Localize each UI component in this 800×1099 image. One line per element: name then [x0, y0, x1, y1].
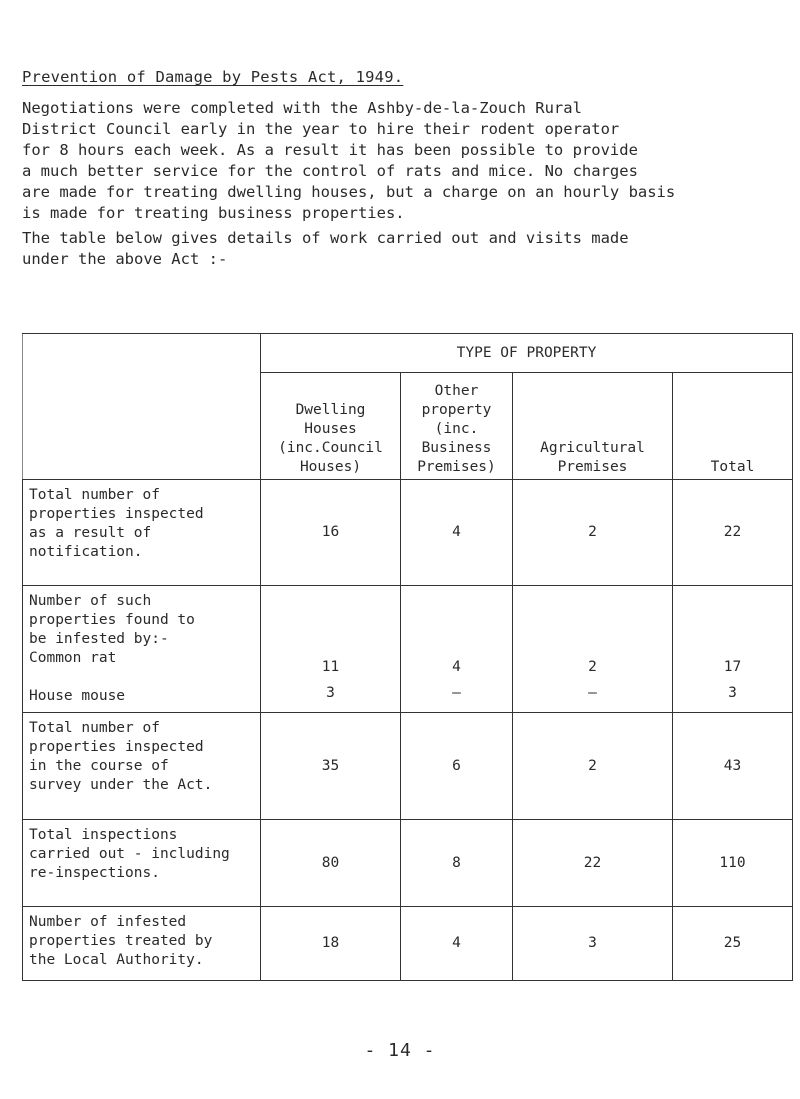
table-row: [23, 820, 793, 907]
table-row: [23, 586, 793, 713]
table-row: [23, 480, 793, 586]
cell-value-rat: 2: [588, 659, 597, 675]
column-header-other: [401, 373, 513, 480]
row-label-notification: Total number of properties inspected as a result of notification.: [23, 480, 261, 586]
cell-value: 8: [401, 820, 513, 907]
table-intro-paragraph: The table below gives details of work carried out and visits made under the above Act :-: [22, 229, 629, 268]
column-header-label: Dwelling Houses (inc.Council Houses): [278, 402, 383, 475]
table-row: [23, 713, 793, 820]
cell-value-rat: 11: [321, 659, 340, 675]
cell-value: 25: [673, 907, 793, 981]
cell-value-rat: 17: [723, 659, 742, 675]
table-corner-cell: [23, 334, 261, 480]
cell-value: 22: [673, 480, 793, 586]
column-header-label: Agricultural Premises: [540, 440, 645, 475]
cell-value: 2: [513, 713, 673, 820]
cell-value: 18: [261, 907, 401, 981]
cell-value: 35: [261, 713, 401, 820]
cell-value: 22: [513, 820, 673, 907]
type-of-property-header: TYPE OF PROPERTY: [261, 334, 793, 373]
pests-act-table: [22, 333, 793, 981]
cell-value: 43: [673, 713, 793, 820]
intro-paragraph: Negotiations were completed with the Ashby-de-la-Zouch Rural District Council early in the year to hire their rodent operator for 8 hours each week. As a result it has been possible to provide a much better service for the control of rats and mice. No charges are made for treating dwelling houses, but a charge on an hourly basis is made for treating business properties.: [22, 99, 676, 222]
cell-value: 2: [513, 480, 673, 586]
cell-value: 4: [401, 907, 513, 981]
row-label-survey: Total number of properties inspected in the course of survey under the Act.: [23, 713, 261, 820]
cell-value-mouse: 3: [326, 685, 335, 701]
cell-value: 16: [261, 480, 401, 586]
cell-value: 4: [401, 480, 513, 586]
section-heading: Prevention of Damage by Pests Act, 1949.: [22, 68, 404, 86]
column-header-label: Other property (inc. Business Premises): [417, 383, 496, 475]
cell-value-mouse: –: [452, 685, 461, 701]
row-label-inspections: Total inspections carried out - including re-inspections.: [23, 820, 261, 907]
cell-pair: [401, 586, 513, 713]
column-header-agricultural: [513, 373, 673, 480]
row-label-treated: Number of infested properties treated by the Local Authority.: [23, 907, 261, 981]
cell-value-mouse: –: [588, 685, 597, 701]
row-label-infested: Number of such properties found to be infested by:- Common rat House mouse: [23, 586, 261, 713]
table-row: [23, 907, 793, 981]
cell-value: 110: [673, 820, 793, 907]
cell-pair: [261, 586, 401, 713]
cell-value-rat: 4: [452, 659, 461, 675]
cell-pair: [673, 586, 793, 713]
column-header-dwelling: [261, 373, 401, 480]
column-header-total: [673, 373, 793, 480]
cell-value-mouse: 3: [728, 685, 737, 701]
page-number: - 14 -: [364, 1040, 436, 1061]
cell-value: 3: [513, 907, 673, 981]
column-header-label: Total: [710, 459, 755, 475]
cell-value: 80: [261, 820, 401, 907]
cell-value: 6: [401, 713, 513, 820]
cell-pair: [513, 586, 673, 713]
